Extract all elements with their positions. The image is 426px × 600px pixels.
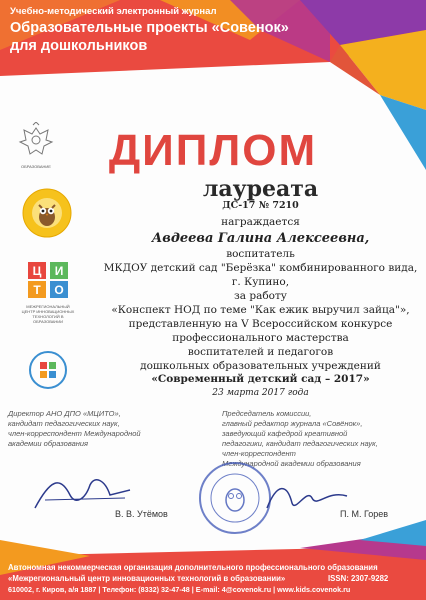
right-title-line-4: педагогики, кандидат педагогических наук, (222, 439, 378, 448)
emblem-caption: ОБРАЗОВАНИЕ (21, 164, 51, 169)
russian-emblem-logo (16, 122, 56, 169)
cito-caption: МЕЖРЕГИОНАЛЬНЫЙ ЦЕНТР ИННОВАЦИОННЫХ ТЕХНОЛОГИЙ В ОБРАЗОВАНИИ (21, 304, 75, 324)
footer-issn: ISSN: 2307-9282 (328, 574, 389, 583)
cito-letter-2: И (54, 264, 64, 278)
laureate-label: лауреата (202, 176, 319, 202)
double-headed-eagle-icon (16, 122, 56, 160)
recipient-organization: МКДОУ детский сад "Берёзка" комбинированного вида, (103, 262, 418, 274)
awarded-label: награждается (221, 216, 300, 228)
for-work-label: за работу (234, 290, 287, 302)
contest-institutions-line: дошкольных образовательных учреждений (140, 360, 381, 372)
footer-contacts-line: 610002, г. Киров, а/я 1887 | Телефон: (8332) 32-47-48 | E-mail: 4@covenok.ru | www.kids.covenok.ru (8, 585, 351, 594)
right-title-line-6: Международной академии образования (222, 459, 361, 468)
right-title-line-2: главный редактор журнала «Совёнок», (222, 419, 363, 428)
footer-org-line: Автономная некоммерческая организация дополнительного профессионального образования (8, 563, 378, 572)
recipient-name: Авдеева Галина Алексеевна, (151, 231, 370, 246)
diploma-heading: ДИПЛОМ (108, 126, 318, 175)
journal-subtitle: Учебно-методический электронный журнал (10, 6, 217, 17)
left-title-line-2: кандидат педагогических наук, (8, 419, 120, 428)
left-title-line-1: Директор АНО ДПО «МЦИТО», (8, 409, 121, 418)
left-title-line-4: академии образования (8, 439, 89, 448)
contest-mastery-line: профессионального мастерства (172, 332, 349, 344)
diploma-number: ДС-17 № 7210 (222, 200, 299, 211)
contest-presented-line: представленную на V Всероссийском конкурсе (128, 318, 393, 330)
recipient-position: воспитатель (226, 248, 295, 260)
left-signatory-name: В. В. Утёмов (115, 509, 168, 519)
right-title-line-5: член-корреспондент (222, 449, 296, 458)
sovenok-badge-logo (22, 188, 72, 238)
cito-letter-1: Ц (32, 264, 42, 278)
work-title: «Конспект НОД по теме "Как ежик выручил зайца"», (111, 304, 410, 316)
right-title-line-3: заведующий кафедрой креативной (222, 429, 348, 438)
contest-educators-line: воспитателей и педагогов (187, 346, 334, 358)
right-signatory-name: П. М. Горев (340, 509, 389, 519)
right-signature-scribble (262, 478, 352, 518)
recipient-city: г. Купино, (231, 276, 290, 288)
cito-blocks-icon (20, 260, 76, 300)
contest-name: «Современный детский сад – 2017» (151, 373, 370, 385)
footer-center-line: «Межрегиональный центр инновационных технологий в образовании» (8, 574, 286, 583)
left-signatory-title (8, 409, 178, 449)
left-title-line-3: член-корреспондент Международной (8, 429, 141, 438)
cito-letter-3: Т (33, 283, 41, 297)
owl-badge-icon (22, 188, 72, 238)
cito-logo (20, 260, 76, 324)
round-emblem-logo (28, 350, 68, 390)
cito-letter-4: О (54, 283, 64, 297)
journal-title-line1: Образовательные проекты «Совенок» (10, 20, 289, 36)
organization-footer (0, 556, 426, 600)
journal-title-line2: для дошкольников (10, 38, 148, 54)
right-title-line-1: Председатель комиссии, (222, 409, 312, 418)
award-date: 23 марта 2017 года (212, 388, 309, 398)
journal-header (10, 6, 340, 54)
round-emblem-icon (28, 350, 68, 390)
